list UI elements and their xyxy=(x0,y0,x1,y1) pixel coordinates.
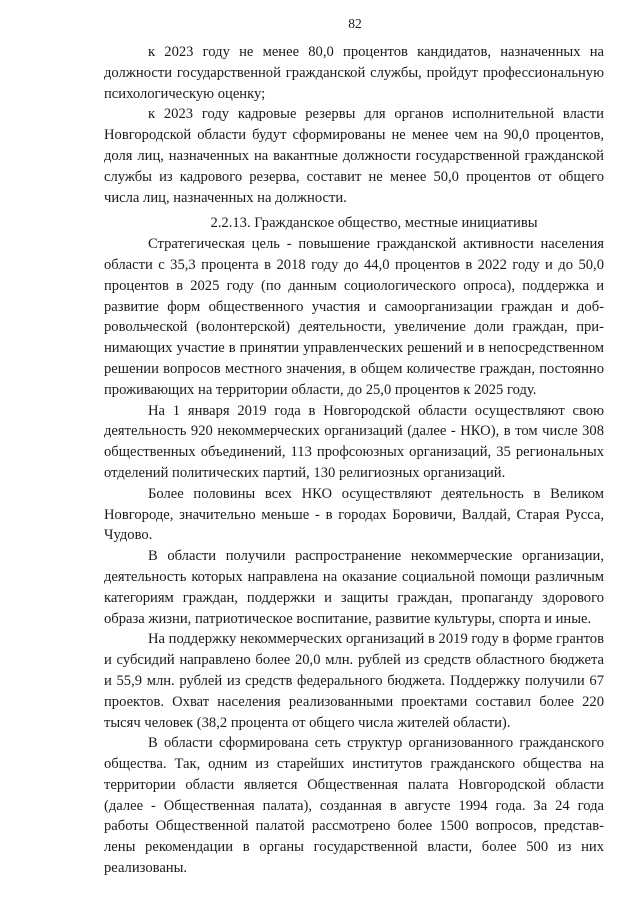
paragraph-civil-society-network: В области сформирована сеть структур организованного гражданского общества. Так, одним из старейших институтов гражданского общества на территории области является Общественная палата Новгородской области (далее - Общественная палата), созданная в августе 1994 года. За 24 года работы Общественной палатой рассмотрено более 1500 вопросов, представлены рекомендации в органы государственной власти, более 500 из них реализованы. xyxy=(104,735,604,877)
paragraph-nko-location: Более половины всех НКО осуществляют деятельность в Великом Новгороде, значительно меньше - в городах Боровичи, Валдай, Старая Русса, Чудово. xyxy=(104,485,604,544)
document-page xyxy=(104,14,604,879)
paragraph-nko-funding: На поддержку некоммерческих организаций в 2019 году в форме грантов и субсидий направлено более 20,0 млн. рублей из средств областного бюджета и 55,9 млн. рублей из средств федерального бюджета. Поддержку получили 67 проектов. Охват населения реализованными проектами составил более 220 тысяч человек (38,2 процента от общего числа жителей области). xyxy=(104,631,604,731)
paragraph-candidates-assessment: к 2023 году не менее 80,0 процентов кандидатов, назначенных на должности государственной гражданской службы, пройдут профессиональную психологическую оценку; xyxy=(104,44,604,102)
section-heading: 2.2.13. Гражданское общество, местные инициативы xyxy=(210,215,538,232)
paragraph-nko-activity: В области получили распространение некоммерческие организации, деятельность которых направлена на оказание социальной помощи различным категориям граждан, поддержки и защиты граждан, пропаганду здорового образа жизни, патриотическое воспитание, развитие культуры, спорта и иные. xyxy=(104,548,604,627)
page-number: 82 xyxy=(348,16,362,31)
paragraph-personnel-reserve: к 2023 году кадровые резервы для органов исполнительной власти Новгородской области будут сформированы не менее чем на 90,0 процентов, доля лиц, назначенных на вакантные должности государственной гражданской службы из кадрового резерва, составит не менее 50,0 процентов от общего числа лиц, назначенных на должности. xyxy=(104,106,604,206)
paragraph-nko-count: На 1 января 2019 года в Новгородской области осуществляют свою деятельность 920 некоммерческих организаций (далее - НКО), в том числе 308 общественных объединений, 113 профсоюзных организаций, 35 региональных отделений политических партий, 130 религиозных организаций. xyxy=(104,402,604,481)
paragraph-strategic-goal: Стратегическая цель - повышение гражданской активности населения области с 35,3 процента в 2018 году до 44,0 процентов в 2022 году и до 50,0 процентов в 2025 году (по данным социологического опроса), поддержка и развитие форм общественного участия и самоорганизации граждан и добровольческой (волонтерской) деятельности, увеличение доли граждан, принимающих участие в принятии управленческих решений и в непосредственном решении вопросов местного значения, в общем количестве граждан, постоянно проживающих на территории области, до 25,0 процентов к 2025 году. xyxy=(104,236,604,398)
